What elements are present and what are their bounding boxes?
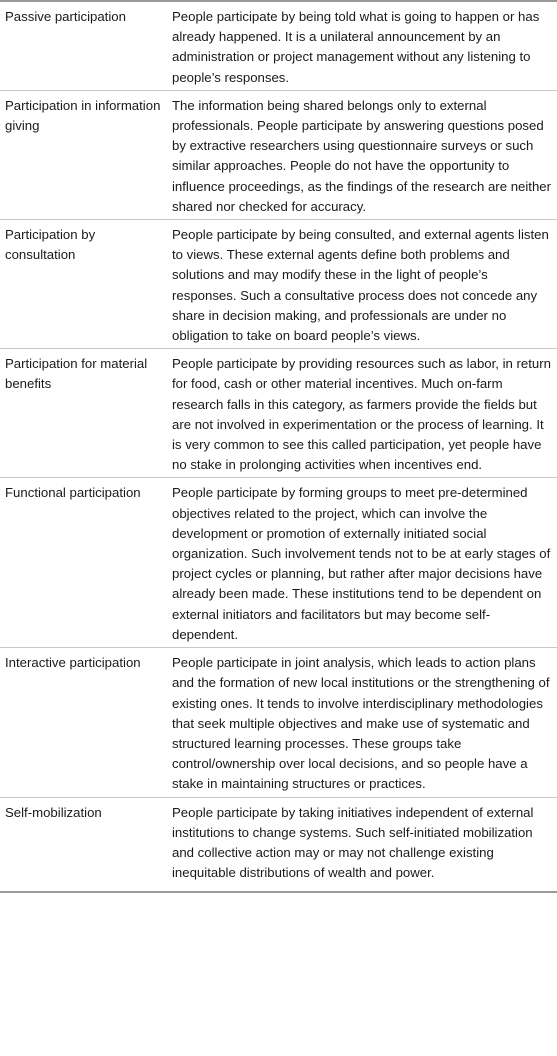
participation-type-cell: Participation in information giving — [0, 90, 166, 219]
table-body — [0, 1, 557, 892]
table-row — [0, 478, 557, 648]
table-row — [0, 648, 557, 797]
participation-description-cell: People participate by taking initiatives independent of external institutions to change systems. Such self-initiated mobilization and collective action may or may not challenge existing inequitable distributions of wealth and power. — [166, 797, 557, 892]
table-row — [0, 349, 557, 478]
participation-description-cell: People participate in joint analysis, which leads to action plans and the formation of new local institutions or the strengthening of existing ones. It tends to involve interdisciplinary methodologies that seek multiple objectives and make use of systematic and structured learning processes. These groups take control/ownership over local decisions, and so people have a stake in maintaining structures or practices. — [166, 648, 557, 797]
participation-type-cell: Passive participation — [0, 1, 166, 90]
table-row — [0, 90, 557, 219]
participation-description-cell: People participate by providing resources such as labor, in return for food, cash or other material incentives. Much on-farm research falls in this category, as farmers provide the fields but are not involved in experimentation or the process of learning. It is very common to see this called participation, yet people have no stake in prolonging activities when incentives end. — [166, 349, 557, 478]
table-row — [0, 1, 557, 90]
table-row — [0, 797, 557, 892]
table-row — [0, 220, 557, 349]
participation-description-cell: People participate by forming groups to meet pre-determined objectives related to the project, which can involve the development or promotion of externally initiated social organization. Such involvement tends not to be at early stages of project cycles or planning, but rather after major decisions have already been made. These institutions tend to be dependent on external initiators and facilitators but may become self-dependent. — [166, 478, 557, 648]
participation-type-cell: Self-mobilization — [0, 797, 166, 892]
participation-type-cell: Interactive participation — [0, 648, 166, 797]
participation-description-cell: People participate by being told what is going to happen or has already happened. It is a unilateral announcement by an administration or project management without any listening to people’s responses. — [166, 1, 557, 90]
participation-type-cell: Functional participation — [0, 478, 166, 648]
participation-description-cell: The information being shared belongs only to external professionals. People participate by answering questions posed by extractive researchers using questionnaire surveys or such similar approaches. People do not have the opportunity to influence proceedings, as the findings of the research are neither shared nor checked for accuracy. — [166, 90, 557, 219]
participation-type-cell: Participation for material benefits — [0, 349, 166, 478]
participation-description-cell: People participate by being consulted, and external agents listen to views. These external agents define both problems and solutions and may modify these in the light of people’s responses. Such a consultative process does not concede any share in decision making, and professionals are under no obligation to take on board people’s views. — [166, 220, 557, 349]
participation-type-cell: Participation by consultation — [0, 220, 166, 349]
